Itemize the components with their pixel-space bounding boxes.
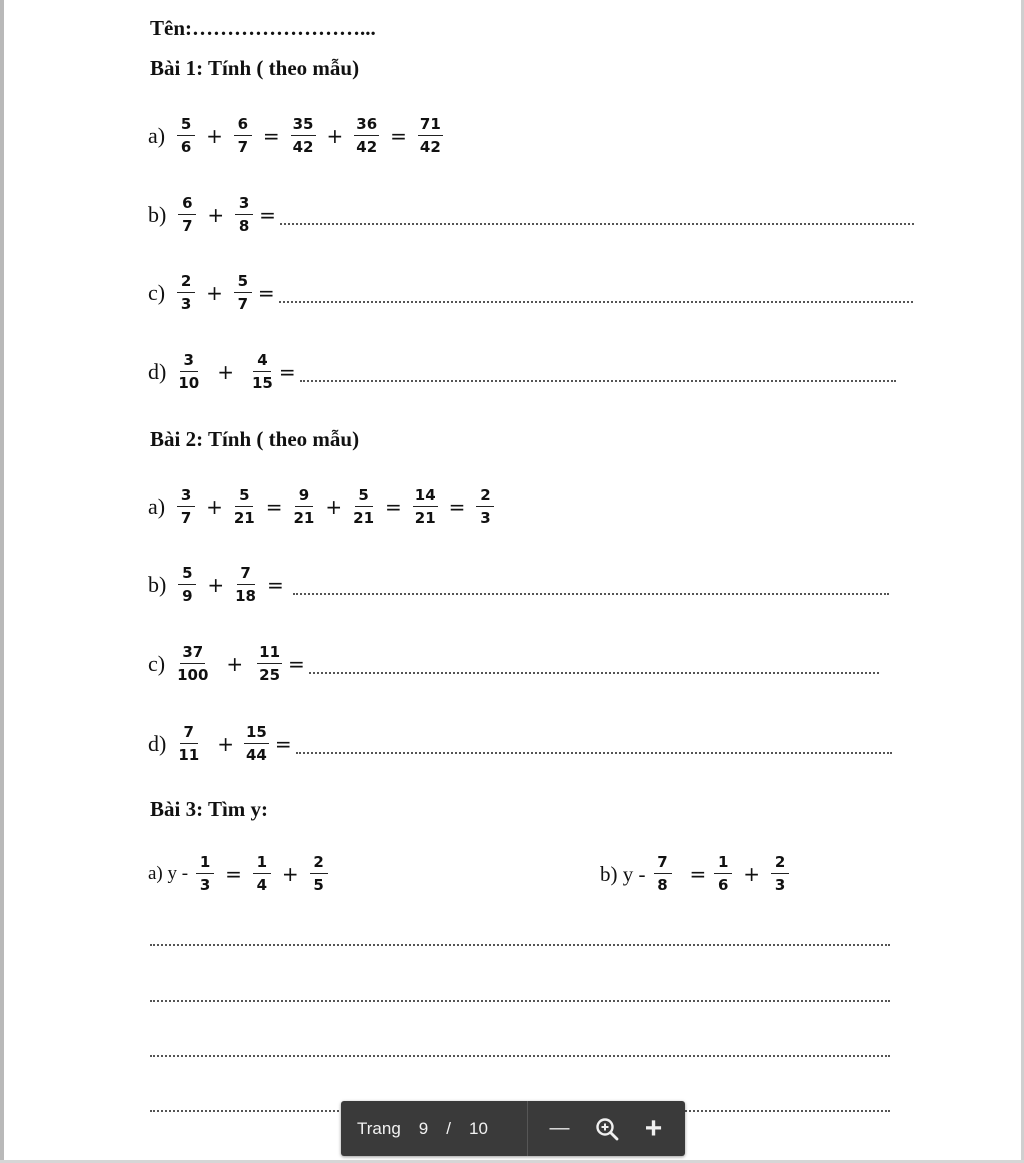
ex1-item-c: [148, 265, 913, 321]
equals-operator: =: [262, 124, 280, 148]
equals-operator: =: [259, 203, 276, 227]
ex1-item-a: [148, 108, 447, 164]
fraction: $\frac{1}{3}$: [196, 855, 214, 893]
equals-operator: =: [288, 652, 305, 676]
item-label: b): [148, 572, 167, 597]
total-pages: 10: [468, 1118, 488, 1138]
zoom-icon-button[interactable]: [589, 1111, 625, 1147]
fraction: $\frac{1}{4}$: [253, 855, 271, 893]
plus-operator: +: [217, 360, 234, 384]
plus-operator: +: [207, 203, 225, 227]
fraction: $\frac{7}{8}$: [654, 855, 672, 893]
fraction: $\frac{71}{42}$: [419, 115, 441, 156]
plus-operator: +: [206, 124, 223, 148]
fraction: $\frac{7}{18}$: [235, 564, 256, 605]
fraction: $\frac{36}{42}$: [356, 115, 378, 156]
equals-operator: =: [265, 495, 283, 519]
ex2-item-c: [148, 636, 879, 692]
exercise-2-title: Bài 2: Tính ( theo mẫu): [150, 427, 360, 451]
work-line[interactable]: [150, 944, 890, 946]
plus-operator: +: [281, 862, 299, 886]
fraction: $\frac{2}{3}$: [177, 274, 195, 312]
ex2-item-b: [148, 557, 889, 613]
equals-operator: =: [448, 495, 466, 519]
student-name-field: Tên:……………………...: [150, 16, 376, 40]
current-page[interactable]: 9: [418, 1118, 429, 1138]
page-indicator: [341, 1119, 527, 1139]
minus-icon: —: [549, 1117, 570, 1139]
answer-blank[interactable]: [279, 299, 913, 303]
plus-operator: +: [206, 495, 223, 519]
equals-operator: =: [689, 862, 707, 886]
fraction: $\frac{11}{25}$: [259, 643, 281, 684]
plus-operator: +: [326, 124, 344, 148]
fraction: $\frac{6}{7}$: [178, 196, 196, 234]
fraction: $\frac{14}{21}$: [414, 486, 436, 527]
fraction: $\frac{6}{7}$: [234, 117, 252, 155]
work-line[interactable]: [150, 1055, 890, 1057]
fraction: $\frac{1}{6}$: [714, 855, 732, 893]
item-label: d): [148, 731, 167, 756]
answer-blank[interactable]: [296, 750, 892, 754]
exercise-1-title: Bài 1: Tính ( theo mẫu): [150, 56, 360, 80]
page-label: Trang: [357, 1118, 401, 1138]
fraction: $\frac{5}{9}$: [178, 566, 196, 604]
plus-operator: +: [743, 862, 761, 886]
item-label: c): [148, 280, 166, 305]
item-label: b) y -: [600, 861, 646, 886]
page-toolbar: [341, 1101, 685, 1156]
fraction: $\frac{5}{21}$: [353, 486, 375, 527]
fraction: $\frac{5}{21}$: [233, 486, 255, 527]
item-label: a): [148, 123, 166, 148]
exercise-3-title: Bài 3: Tìm y:: [150, 797, 269, 821]
fraction: $\frac{7}{11}$: [178, 723, 200, 764]
ex2-item-d: [148, 716, 892, 772]
fraction: $\frac{15}{44}$: [245, 723, 267, 764]
zoom-in-button[interactable]: [636, 1111, 672, 1147]
answer-blank[interactable]: [309, 670, 879, 674]
equals-operator: =: [274, 732, 292, 756]
fraction: $\frac{35}{42}$: [292, 115, 314, 156]
fraction: $\frac{3}{10}$: [178, 351, 200, 392]
fraction: $\frac{5}{6}$: [177, 117, 195, 155]
ex3-item-a: [148, 846, 332, 902]
zoom-controls: [528, 1111, 685, 1147]
plus-operator: +: [325, 495, 343, 519]
fraction: $\frac{37}{100}$: [177, 643, 209, 684]
answer-blank[interactable]: [300, 378, 896, 382]
answer-blank[interactable]: [293, 591, 889, 595]
answer-blank[interactable]: [280, 221, 914, 225]
item-label: c): [148, 651, 166, 676]
plus-operator: +: [206, 281, 223, 305]
zoom-out-button[interactable]: [542, 1111, 578, 1147]
plus-operator: +: [217, 732, 234, 756]
equals-operator: =: [225, 862, 242, 886]
item-label: d): [148, 359, 167, 384]
ex1-item-d: [148, 344, 896, 400]
page-separator: /: [446, 1118, 451, 1138]
plus-operator: +: [226, 652, 244, 676]
fraction: $\frac{2}{5}$: [310, 855, 328, 893]
fraction: $\frac{5}{7}$: [234, 274, 252, 312]
fraction: $\frac{3}{7}$: [177, 488, 195, 526]
ex3-item-b: [600, 846, 793, 902]
equals-operator: =: [385, 495, 402, 519]
item-label: a) y -: [148, 863, 189, 884]
equals-operator: =: [278, 360, 296, 384]
fraction: $\frac{9}{21}$: [293, 486, 315, 527]
zoom-magnifier-icon: [594, 1116, 620, 1142]
ex2-item-a: [148, 479, 498, 535]
item-label: a): [148, 494, 166, 519]
fraction: $\frac{4}{15}$: [251, 351, 273, 392]
fraction: $\frac{2}{3}$: [771, 855, 789, 893]
item-label: b): [148, 202, 167, 227]
work-line[interactable]: [150, 1000, 890, 1002]
equals-operator: =: [257, 281, 275, 305]
plus-operator: +: [207, 573, 225, 597]
fraction: $\frac{3}{8}$: [235, 196, 253, 234]
plus-icon: +: [644, 1111, 663, 1145]
fraction: $\frac{2}{3}$: [476, 488, 494, 526]
ex1-item-b: [148, 187, 914, 243]
equals-operator: =: [266, 573, 284, 597]
equals-operator: =: [390, 124, 407, 148]
